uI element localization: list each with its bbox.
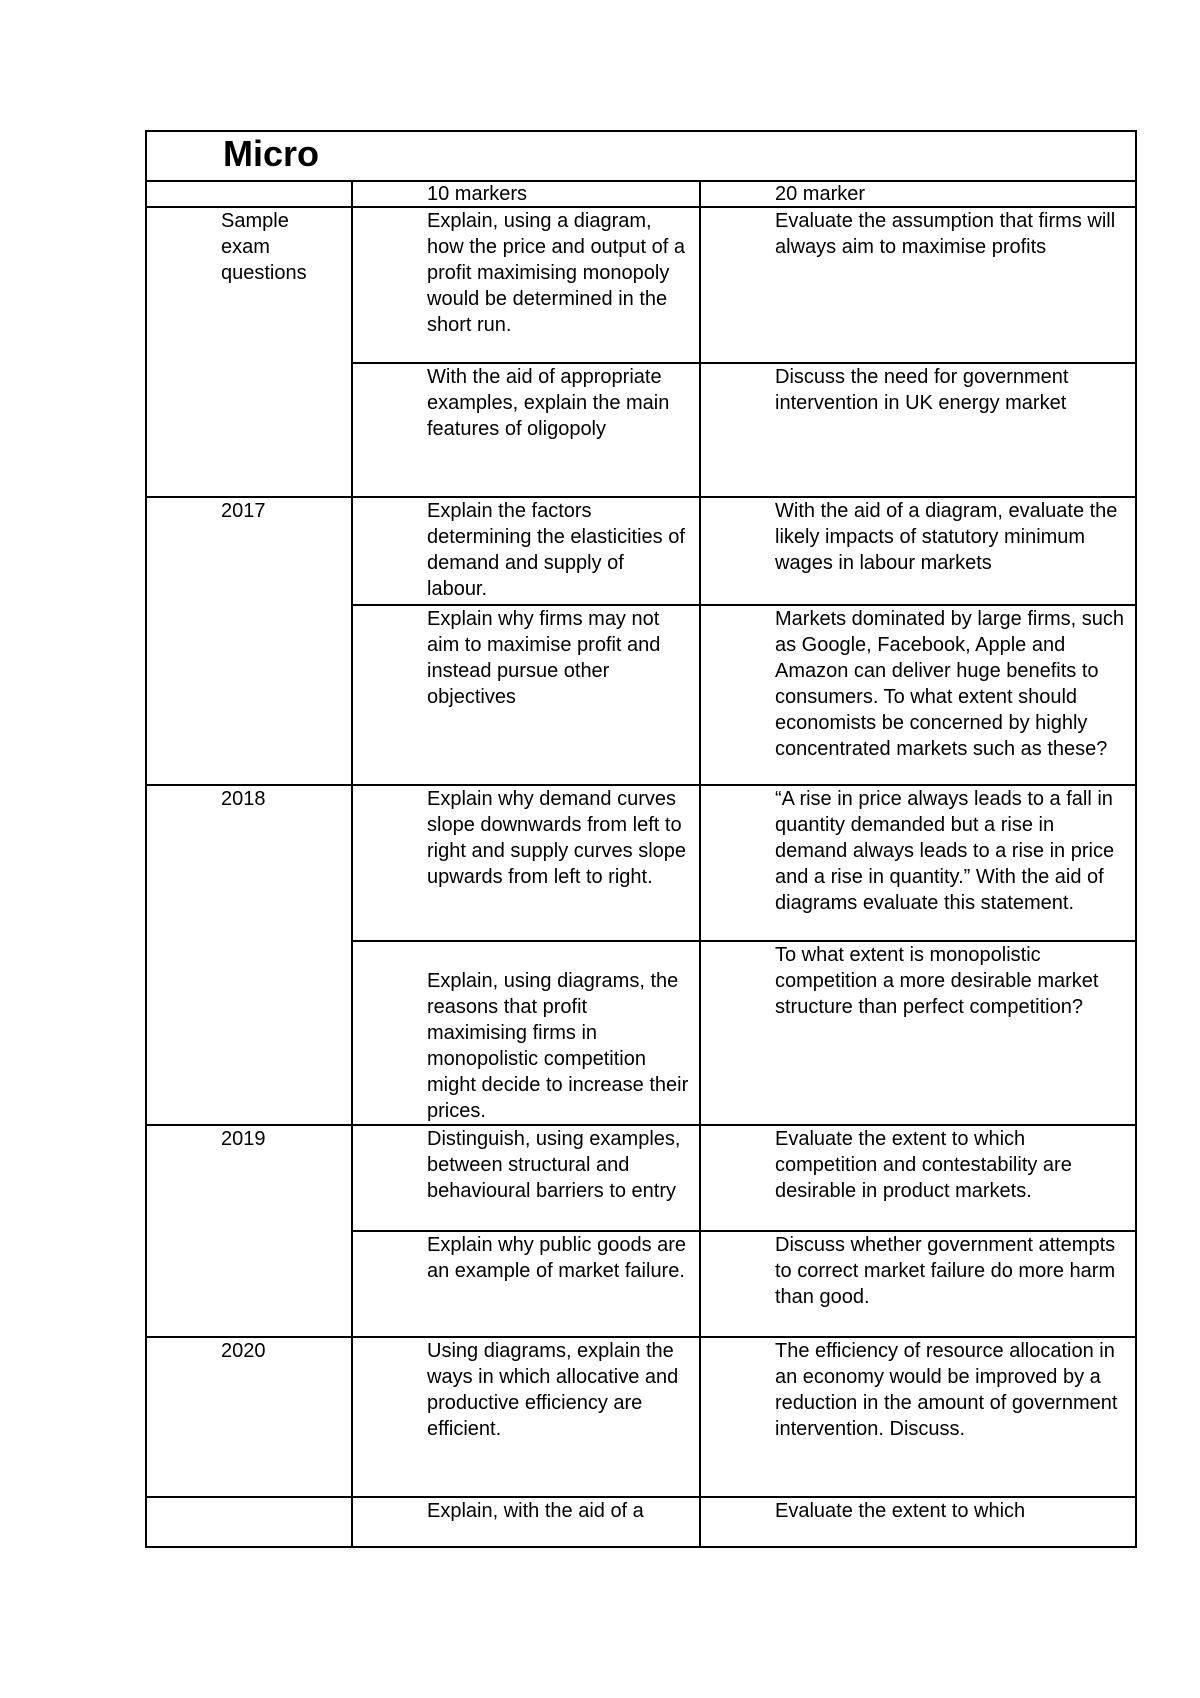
ten-marker-cell: [352, 605, 700, 785]
title-row: [146, 131, 1136, 181]
group-label-cell: [146, 1497, 352, 1547]
ten-marker-cell: [352, 207, 700, 363]
group-label: 2020: [221, 1340, 266, 1362]
group-label: 2017: [221, 500, 266, 522]
header-ten-text: 10 markers: [427, 183, 528, 205]
ten-marker-cell: [352, 1497, 700, 1547]
ten-marker-question: With the aid of appropriate examples, explain the main features of oligopoly: [427, 366, 670, 440]
ten-marker-cell: [352, 497, 700, 605]
table-row: [146, 1497, 1136, 1547]
twenty-marker-cell: [700, 605, 1136, 785]
twenty-marker-question: “A rise in price always leads to a fall in quantity demanded but a rise in demand always leads to a rise in price and a rise in quantity.” With the aid of diagrams evaluate this statement.: [775, 788, 1115, 914]
header-ten: [352, 181, 700, 207]
twenty-marker-question: Markets dominated by large firms, such as Google, Facebook, Apple and Amazon can deliver huge benefits to consumers. To what extent should economists be concerned by highly concentrated markets such as these?: [775, 608, 1125, 760]
table-row: [146, 785, 1136, 941]
twenty-marker-cell: [700, 1231, 1136, 1337]
ten-marker-question: Explain, using a diagram, how the price and output of a profit maximising monopoly would be determined in the short run.: [427, 210, 685, 336]
twenty-marker-question: Discuss the need for government intervention in UK energy market: [775, 366, 1069, 414]
twenty-marker-cell: [700, 497, 1136, 605]
header-twenty-text: 20 marker: [775, 183, 866, 205]
ten-marker-cell: [352, 1337, 700, 1497]
group-label-cell: [146, 1337, 352, 1497]
twenty-marker-question: To what extent is monopolistic competition a more desirable market structure than perfect competition?: [775, 944, 1099, 1018]
twenty-marker-question: Evaluate the extent to which: [775, 1500, 1026, 1522]
ten-marker-cell: [352, 363, 700, 497]
twenty-marker-question: With the aid of a diagram, evaluate the likely impacts of statutory minimum wages in labour markets: [775, 500, 1118, 574]
twenty-marker-question: The efficiency of resource allocation in an economy would be improved by a reduction in the amount of government intervention. Discuss.: [775, 1340, 1118, 1440]
twenty-marker-cell: [700, 941, 1136, 1125]
group-label-cell: [146, 785, 352, 1125]
group-label: Sample exam questions: [221, 210, 307, 284]
ten-marker-cell: [352, 941, 700, 1125]
ten-marker-question: Explain why demand curves slope downwards from left to right and supply curves slope upwards from left to right.: [427, 788, 687, 888]
twenty-marker-cell: [700, 785, 1136, 941]
group-label-cell: [146, 207, 352, 497]
ten-marker-question: Explain the factors determining the elasticities of demand and supply of labour.: [427, 500, 685, 600]
ten-marker-question: Explain, with the aid of a: [427, 1500, 644, 1522]
group-label: 2019: [221, 1128, 266, 1150]
question-table: [145, 130, 1137, 1548]
twenty-marker-question: Discuss whether government attempts to correct market failure do more harm than good.: [775, 1234, 1116, 1308]
ten-marker-question: Explain why public goods are an example of market failure.: [427, 1234, 687, 1282]
twenty-marker-cell: [700, 1497, 1136, 1547]
table-row: [146, 1337, 1136, 1497]
twenty-marker-cell: [700, 207, 1136, 363]
ten-marker-question: Explain, using diagrams, the reasons that profit maximising firms in monopolistic competition might decide to increase their prices.: [427, 970, 689, 1122]
header-twenty: [700, 181, 1136, 207]
group-label-cell: [146, 1125, 352, 1337]
twenty-marker-cell: [700, 1337, 1136, 1497]
table-row: [146, 497, 1136, 605]
group-label-cell: [146, 497, 352, 785]
ten-marker-question: Explain why firms may not aim to maximise profit and instead pursue other objectives: [427, 608, 661, 708]
ten-marker-question: Using diagrams, explain the ways in which allocative and productive efficiency are efficient.: [427, 1340, 679, 1440]
twenty-marker-question: Evaluate the assumption that firms will always aim to maximise profits: [775, 210, 1116, 258]
header-row: [146, 181, 1136, 207]
table-title: Micro: [146, 131, 1136, 181]
ten-marker-cell: [352, 1125, 700, 1231]
table-row: [146, 207, 1136, 363]
twenty-marker-cell: [700, 363, 1136, 497]
ten-marker-cell: [352, 785, 700, 941]
twenty-marker-question: Evaluate the extent to which competition and contestability are desirable in product markets.: [775, 1128, 1072, 1202]
group-label: 2018: [221, 788, 266, 810]
ten-marker-cell: [352, 1231, 700, 1337]
header-year: [146, 181, 352, 207]
twenty-marker-cell: [700, 1125, 1136, 1231]
ten-marker-question: Distinguish, using examples, between structural and behavioural barriers to entry: [427, 1128, 681, 1202]
table-row: [146, 1125, 1136, 1231]
